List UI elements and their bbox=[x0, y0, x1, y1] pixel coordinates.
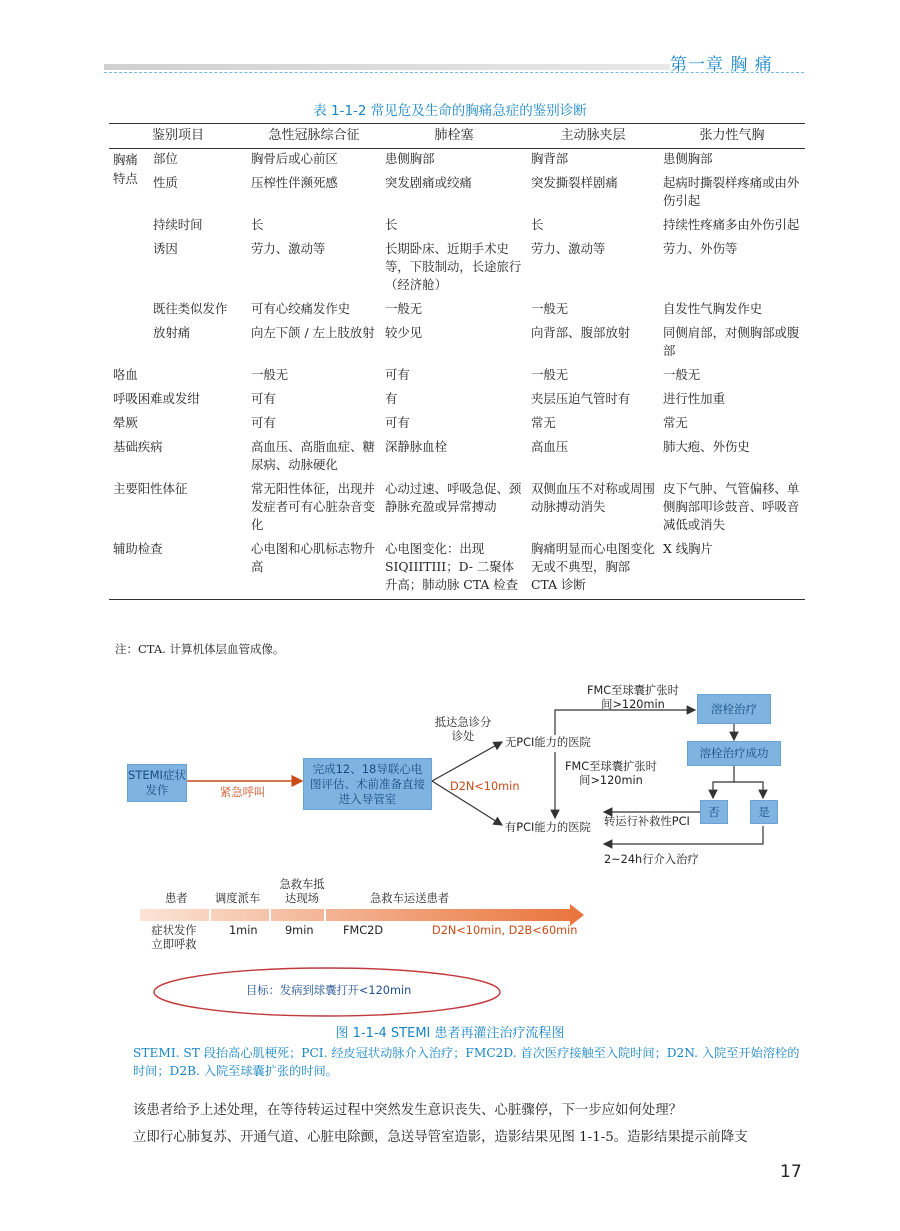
timeline-fmc2d: FMC2D bbox=[343, 924, 384, 937]
table-row bbox=[109, 539, 805, 600]
lysis-success-box: 溶栓治疗成功 bbox=[687, 741, 781, 766]
table-cell: 长 bbox=[251, 217, 264, 232]
table-cell: X 线胸片 bbox=[659, 539, 805, 600]
table-row bbox=[109, 173, 805, 215]
timeline-targets: D2N<10min, D2B<60min bbox=[432, 924, 578, 937]
table-cell: 突发剧痛或绞痛 bbox=[385, 175, 472, 190]
table-cell: 向左下颌 / 左上肢放射 bbox=[251, 325, 375, 340]
table-cell: 患侧胸部 bbox=[385, 151, 435, 166]
table-cell: 劳力、激动等 bbox=[251, 241, 326, 256]
table-cell: 可有 bbox=[251, 415, 276, 430]
table-cell: 一般无 bbox=[531, 301, 569, 316]
row-label: 呼吸困难或发绀 bbox=[113, 391, 200, 406]
table-cell: 心动过速、呼吸急促、颈静脉充盈或异常搏动 bbox=[385, 481, 522, 514]
timeline-arrow bbox=[140, 904, 584, 926]
col-header: 急性冠脉综合征 bbox=[247, 124, 381, 149]
group-label: 胸痛特点 bbox=[113, 152, 138, 186]
table-cell: 肺大疱、外伤史 bbox=[663, 439, 750, 454]
table-cell: 可有 bbox=[385, 367, 410, 382]
row-label: 诱因 bbox=[153, 241, 178, 256]
timeline-9min: 9min bbox=[285, 924, 314, 937]
row-label: 辅助检查 bbox=[109, 539, 247, 600]
table-cell: 劳力、激动等 bbox=[531, 241, 606, 256]
table-row bbox=[109, 149, 805, 174]
table-cell: 较少见 bbox=[385, 325, 423, 340]
arrow-no-pci bbox=[432, 742, 502, 781]
stemi-box: STEMI症状发作 bbox=[127, 764, 187, 802]
table-cell: 有 bbox=[385, 391, 398, 406]
table-caption: 表 1-1-2 常见危及生命的胸痛急症的鉴别诊断 bbox=[313, 103, 587, 119]
differential-diagnosis-table bbox=[109, 123, 805, 600]
fmc-time-top: FMC至球囊扩张时间>120min bbox=[587, 684, 679, 711]
timeline-symptom-call: 症状发作立即呼救 bbox=[151, 924, 197, 951]
body-question: 该患者给予上述处理，在等待转运过程中突然发生意识丧失、心脏骤停，下一步应如何处理？ bbox=[133, 1103, 683, 1118]
table-cell: 常无 bbox=[663, 415, 688, 430]
page-number: 17 bbox=[780, 1162, 802, 1182]
table-cell: 常无 bbox=[531, 415, 556, 430]
row-label: 主要阳性体征 bbox=[113, 481, 188, 496]
table-cell: 向背部、腹部放射 bbox=[531, 325, 631, 340]
table-cell: 进行性加重 bbox=[663, 391, 725, 406]
table-row bbox=[109, 299, 805, 323]
timeline-dispatch: 调度派车 bbox=[215, 892, 261, 905]
table-cell: 长 bbox=[385, 217, 398, 232]
table-cell: 同侧肩部，对侧胸部或腹部 bbox=[663, 325, 800, 358]
table-row bbox=[109, 215, 805, 239]
workup-box: 完成12、18导联心电图评估、术前准备直接进入导管室 bbox=[303, 758, 432, 810]
row-label: 基础疾病 bbox=[113, 439, 163, 454]
row-label: 咯血 bbox=[113, 367, 138, 382]
table-cell: 可有 bbox=[385, 415, 410, 430]
figure-caption: 图 1-1-4 STEMI 患者再灌注治疗流程图 bbox=[335, 1026, 565, 1041]
table-row bbox=[109, 239, 805, 299]
row-label: 既往类似发作 bbox=[153, 301, 228, 316]
table-cell: 皮下气肿、气管偏移、单侧胸部叩诊鼓音、呼吸音减低或消失 bbox=[663, 481, 800, 532]
table-cell: 起病时撕裂样疼痛或由外伤引起 bbox=[663, 175, 800, 208]
table-row bbox=[109, 479, 805, 539]
table-row bbox=[109, 437, 805, 479]
row-label: 部位 bbox=[153, 151, 178, 166]
rescue-pci-label: 转运行补救性PCI bbox=[604, 815, 690, 828]
table-cell: 长期卧床、近期手术史等，下肢制动，长途旅行（经济舱） bbox=[385, 241, 522, 292]
timeline-1min: 1min bbox=[229, 924, 258, 937]
table-cell: 患侧胸部 bbox=[663, 151, 713, 166]
table-cell: 心电图变化：出现 SIQIIITIII；D- 二聚体升高；肺动脉 CTA 检查 bbox=[381, 539, 527, 600]
d2n-label: D2N<10min bbox=[450, 780, 520, 793]
row-label: 持续时间 bbox=[153, 217, 203, 232]
hospital-pci: 有PCI能力的医院 bbox=[505, 821, 591, 834]
table-cell: 一般无 bbox=[385, 301, 423, 316]
chapter-title: 第一章 胸 痛 bbox=[670, 55, 773, 75]
emergency-call-label: 紧急呼叫 bbox=[220, 786, 266, 799]
table-cell: 夹层压迫气管时有 bbox=[531, 391, 631, 406]
table-cell: 压榨性伴濒死感 bbox=[251, 175, 338, 190]
fmc-time-mid: FMC至球囊扩张时间>120min bbox=[565, 760, 657, 787]
arrow-no bbox=[713, 766, 734, 798]
row-label: 晕厥 bbox=[113, 415, 138, 430]
col-header: 张力性气胸 bbox=[659, 124, 805, 149]
table-cell: 双侧血压不对称或周围动脉搏动消失 bbox=[531, 481, 655, 514]
timeline-ambulance-arrive: 急救车抵达现场 bbox=[279, 878, 325, 905]
table-cell: 高血压 bbox=[531, 439, 569, 454]
pci-24h-label: 2~24h行介入治疗 bbox=[604, 853, 699, 866]
table-cell: 一般无 bbox=[531, 367, 569, 382]
no-box: 否 bbox=[700, 800, 728, 824]
table-cell: 胸背部 bbox=[531, 151, 569, 166]
table-cell: 高血压、高脂血症、糖尿病、动脉硬化 bbox=[251, 439, 375, 472]
table-note: 注：CTA. 计算机体层血管成像。 bbox=[115, 642, 285, 656]
timeline-transport: 急救车运送患者 bbox=[370, 892, 450, 905]
table-header-row bbox=[109, 124, 805, 149]
table-row bbox=[109, 365, 805, 389]
table-row bbox=[109, 389, 805, 413]
table-cell: 突发撕裂样剧痛 bbox=[531, 175, 618, 190]
col-header: 鉴别项目 bbox=[109, 124, 247, 149]
figure-legend: STEMI. ST 段抬高心肌梗死；PCI. 经皮冠状动脉介入治疗；FMC2D. 首次医疗接触至入院时间；D2N. 入院至开始溶栓的时间；D2B. 入院至球囊扩张的时间。 bbox=[133, 1046, 800, 1078]
table-row bbox=[109, 323, 805, 365]
table-row bbox=[109, 413, 805, 437]
table-cell: 长 bbox=[531, 217, 544, 232]
table-cell: 胸骨后或心前区 bbox=[251, 151, 338, 166]
timeline-patient: 患者 bbox=[165, 892, 188, 905]
goal-text: 目标：发病到球囊打开<120min bbox=[246, 984, 412, 997]
table-cell: 自发性气胸发作史 bbox=[663, 301, 763, 316]
lysis-box: 溶栓治疗 bbox=[697, 694, 771, 724]
table-cell: 深静脉血栓 bbox=[385, 439, 447, 454]
row-label: 性质 bbox=[153, 175, 178, 190]
table-cell: 一般无 bbox=[663, 367, 701, 382]
table-cell: 一般无 bbox=[251, 367, 289, 382]
header-bar bbox=[104, 64, 670, 70]
arrow-yes bbox=[734, 782, 763, 798]
row-label: 放射痛 bbox=[153, 325, 191, 340]
hospital-no-pci: 无PCI能力的医院 bbox=[505, 736, 591, 749]
table-cell: 持续性疼痛多由外伤引起 bbox=[663, 217, 800, 232]
arrive-label: 抵达急诊分诊处 bbox=[434, 716, 492, 743]
table-cell: 常无阳性体征，出现并发症者可有心脏杂音变化 bbox=[251, 481, 375, 532]
table-cell: 可有心绞痛发作史 bbox=[251, 301, 351, 316]
col-header: 主动脉夹层 bbox=[527, 124, 659, 149]
arrow-to-lysis bbox=[555, 710, 695, 735]
table-cell: 胸痛明显而心电图变化无或不典型，胸部 CTA 诊断 bbox=[527, 539, 659, 600]
table-cell: 心电图和心肌标志物升高 bbox=[247, 539, 381, 600]
yes-box: 是 bbox=[750, 800, 778, 824]
table-cell: 劳力、外伤等 bbox=[663, 241, 738, 256]
col-header: 肺栓塞 bbox=[381, 124, 527, 149]
body-answer: 立即行心肺复苏、开通气道、心脏电除颤，急送导管室造影，造影结果见图 1-1-5。造影结果提示前降支 bbox=[133, 1130, 748, 1145]
table-cell: 可有 bbox=[251, 391, 276, 406]
